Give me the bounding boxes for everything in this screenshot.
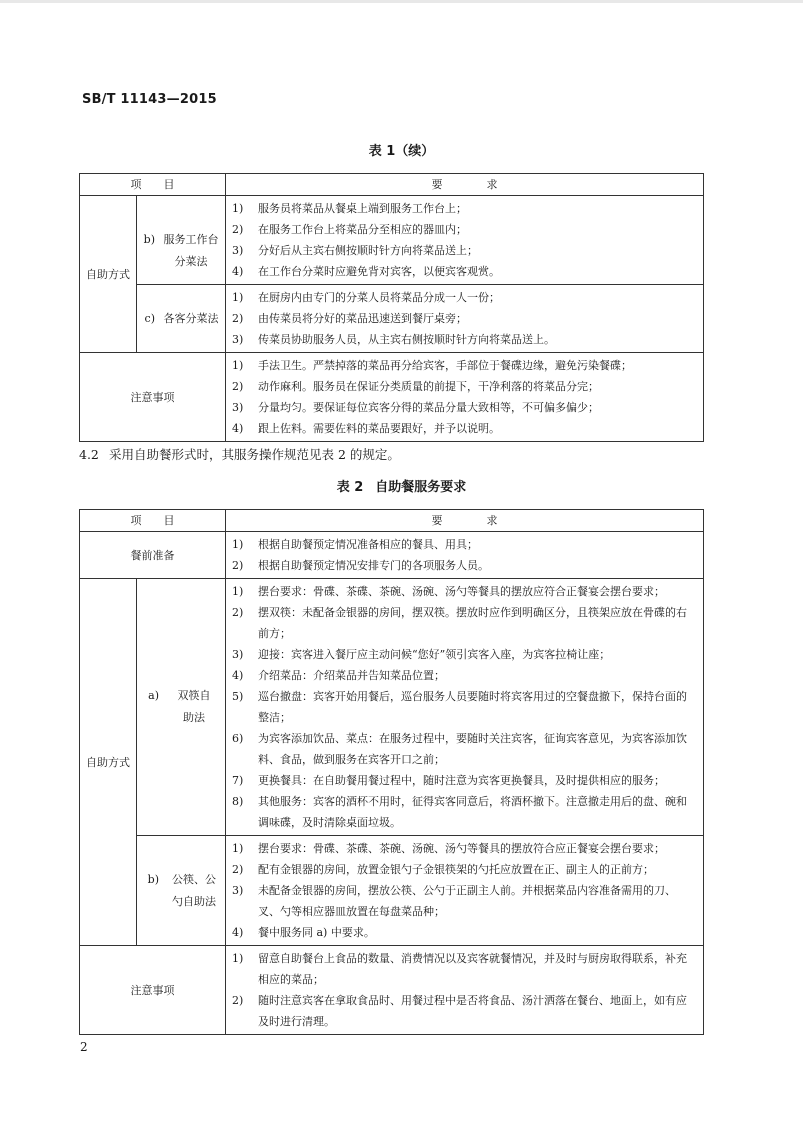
list-item bbox=[232, 948, 697, 990]
top-border bbox=[0, 0, 803, 3]
item-text: 摆台要求：骨碟、茶碟、茶碗、汤碗、汤勺等餐具的摆放符合应正餐宴会摆台要求； bbox=[258, 842, 665, 855]
item-number: 3) bbox=[232, 884, 244, 897]
notes-label: 注意事项 bbox=[80, 946, 226, 1035]
item-text: 由传菜员将分好的菜品迅速送到餐厅桌旁； bbox=[258, 312, 467, 325]
table2-caption-no: 表 2 bbox=[336, 480, 364, 495]
item-number: 3) bbox=[232, 401, 244, 414]
item-number: 4) bbox=[232, 265, 244, 278]
list-item bbox=[232, 329, 697, 350]
item-text: 分好后从主宾右侧按顺时针方向将菜品送上； bbox=[258, 244, 478, 257]
item-number: 3) bbox=[232, 244, 244, 257]
table2-caption bbox=[0, 476, 803, 495]
item-text: 其他服务：宾客的酒杯不用时，征得宾客同意后，将酒杯撤下。注意撤走用后的盘、碗和调味碟，及时清除桌面垃圾。 bbox=[258, 795, 687, 829]
item-number: 4) bbox=[232, 926, 244, 939]
table2-caption-title: 自助餐服务要求 bbox=[375, 480, 467, 495]
table2-header-row bbox=[80, 510, 704, 532]
list-item bbox=[232, 355, 697, 376]
item-number: 1) bbox=[232, 842, 244, 855]
list-item bbox=[232, 219, 697, 240]
item-text: 摆双筷：未配备金银器的房间，摆双筷。摆放时应作到明确区分，且筷架应放在骨碟的右前方； bbox=[258, 606, 687, 640]
list-item bbox=[232, 308, 697, 329]
self-service-label: 自助方式 bbox=[80, 579, 137, 946]
list-item bbox=[232, 859, 697, 880]
list-item bbox=[232, 644, 697, 665]
table-row bbox=[80, 196, 704, 285]
item-number: 1) bbox=[232, 538, 244, 551]
item-text: 随时注意宾客在拿取食品时、用餐过程中是否将食品、汤汁洒落在餐台、地面上，如有应及时进行清理。 bbox=[258, 994, 687, 1028]
item-text: 留意自助餐台上食品的数量、消费情况以及宾客就餐情况，并及时与厨房取得联系，补充相应的菜品； bbox=[258, 952, 687, 986]
list-item bbox=[232, 728, 697, 770]
sub-b-cell bbox=[137, 836, 226, 946]
item-text: 手法卫生。严禁掉落的菜品再分给宾客，手部位于餐碟边缘，避免污染餐碟； bbox=[258, 359, 632, 372]
list-item bbox=[232, 838, 697, 859]
item-text: 未配备金银器的房间，摆放公筷、公勺于正副主人前。并根据菜品内容准备需用的刀、叉、勺等相应器皿放置在每盘菜品种； bbox=[258, 884, 676, 918]
sub-a-name: 双筷自助法 bbox=[177, 689, 211, 724]
item-number: 8) bbox=[232, 795, 244, 808]
item-text: 动作麻利。服务员在保证分类质量的前提下，干净利落的将菜品分完； bbox=[258, 380, 599, 393]
item-text: 在厨房内由专门的分菜人员将菜品分成一人一份； bbox=[258, 291, 500, 304]
col-item-header: 项 目 bbox=[80, 510, 226, 532]
sub-a-requirements bbox=[226, 579, 704, 836]
item-number: 2) bbox=[232, 994, 244, 1007]
item-text: 迎接：宾客进入餐厅应主动问候“您好”领引宾客入座，为宾客拉椅让座； bbox=[258, 648, 611, 661]
item-text: 巡台撤盘：宾客开始用餐后，巡台服务人员要随时将宾客用过的空餐盘撤下，保持台面的整洁； bbox=[258, 690, 687, 724]
item-number: 2) bbox=[232, 312, 244, 325]
item-text: 在服务工作台上将菜品分至相应的器皿内； bbox=[258, 223, 467, 236]
item-text: 餐中服务同 a) 中要求。 bbox=[258, 926, 375, 939]
table-row bbox=[80, 579, 704, 836]
item-number: 4) bbox=[232, 422, 244, 435]
sub-b-mark: b) bbox=[147, 872, 159, 886]
table-row bbox=[80, 946, 704, 1035]
list-item bbox=[232, 418, 697, 439]
sub-b-cell bbox=[137, 196, 226, 285]
list-item bbox=[232, 770, 697, 791]
list-item bbox=[232, 376, 697, 397]
item-number: 2) bbox=[232, 223, 244, 236]
list-item bbox=[232, 555, 697, 576]
sub-a-cell bbox=[137, 579, 226, 836]
paragraph-text: 采用自助餐形式时，其服务操作规范见表 2 的规定。 bbox=[108, 447, 400, 462]
table-row bbox=[80, 532, 704, 579]
list-item bbox=[232, 240, 697, 261]
item-text: 介绍菜品：介绍菜品并告知菜品位置； bbox=[258, 669, 445, 682]
paragraph-number: 4.2 bbox=[79, 447, 99, 462]
item-text: 在工作台分菜时应避免背对宾客，以便宾客观赏。 bbox=[258, 265, 500, 278]
item-text: 服务员将菜品从餐桌上端到服务工作台上； bbox=[258, 202, 467, 215]
table2 bbox=[79, 509, 704, 1035]
table1-caption: 表 1（续） bbox=[368, 144, 435, 159]
item-number: 2) bbox=[232, 863, 244, 876]
list-item bbox=[232, 922, 697, 943]
sub-a-mark: a) bbox=[148, 689, 159, 702]
sub-c-cell bbox=[137, 285, 226, 353]
item-number: 2) bbox=[232, 380, 244, 393]
paragraph-4-2 bbox=[79, 445, 400, 463]
col-req-header: 要 求 bbox=[226, 510, 704, 532]
item-text: 跟上佐料。需要佐料的菜品要跟好，并予以说明。 bbox=[258, 422, 500, 435]
sub-b-mark: b) bbox=[143, 233, 155, 246]
list-item bbox=[232, 791, 697, 833]
list-item bbox=[232, 287, 697, 308]
self-service-label: 自助方式 bbox=[80, 196, 137, 353]
page-number: 2 bbox=[80, 1040, 88, 1054]
notes-requirements bbox=[226, 353, 704, 442]
col-item-header: 项 目 bbox=[80, 174, 226, 196]
list-item bbox=[232, 686, 697, 728]
table-row bbox=[80, 285, 704, 353]
item-text: 更换餐具：在自助餐用餐过程中，随时注意为宾客更换餐具，及时提供相应的服务； bbox=[258, 774, 665, 787]
table-row bbox=[80, 353, 704, 442]
item-number: 6) bbox=[232, 732, 244, 745]
pre-meal-requirements bbox=[226, 532, 704, 579]
item-number: 3) bbox=[232, 333, 244, 346]
item-number: 4) bbox=[232, 669, 244, 682]
list-item bbox=[232, 397, 697, 418]
list-item bbox=[232, 665, 697, 686]
item-text: 根据自助餐预定情况安排专门的各项服务人员。 bbox=[258, 559, 489, 572]
sub-b-name: 公筷、公勺自助法 bbox=[172, 872, 216, 908]
list-item bbox=[232, 534, 697, 555]
item-number: 5) bbox=[232, 690, 244, 703]
item-number: 1) bbox=[232, 202, 244, 215]
item-text: 配有金银器的房间，放置金银勺子金银筷架的勺托应放置在正、副主人的正前方； bbox=[258, 863, 654, 876]
sub-b-requirements bbox=[226, 196, 704, 285]
item-text: 分量均匀。要保证每位宾客分得的菜品分量大致相等，不可偏多偏少； bbox=[258, 401, 599, 414]
item-number: 1) bbox=[232, 952, 244, 965]
item-text: 摆台要求：骨碟、茶碟、茶碗、汤碗、汤勺等餐具的摆放应符合正餐宴会摆台要求； bbox=[258, 585, 665, 598]
list-item bbox=[232, 880, 697, 922]
sub-c-requirements bbox=[226, 285, 704, 353]
sub-c-name: 各客分菜法 bbox=[163, 312, 219, 325]
col-req-header: 要 求 bbox=[226, 174, 704, 196]
standard-code: SB/T 11143—2015 bbox=[82, 92, 217, 107]
item-number: 2) bbox=[232, 559, 244, 572]
notes-label: 注意事项 bbox=[80, 353, 226, 442]
list-item bbox=[232, 261, 697, 282]
item-text: 根据自助餐预定情况准备相应的餐具、用具； bbox=[258, 538, 478, 551]
table-row bbox=[80, 836, 704, 946]
sub-c-mark: c) bbox=[144, 312, 155, 325]
item-number: 1) bbox=[232, 585, 244, 598]
item-number: 7) bbox=[232, 774, 244, 787]
sub-b-requirements bbox=[226, 836, 704, 946]
sub-b-name: 服务工作台分菜法 bbox=[163, 233, 219, 268]
list-item bbox=[232, 602, 697, 644]
notes-requirements bbox=[226, 946, 704, 1035]
item-text: 传菜员协助服务人员，从主宾右侧按顺时针方向将菜品送上。 bbox=[258, 333, 555, 346]
item-number: 1) bbox=[232, 359, 244, 372]
item-number: 1) bbox=[232, 291, 244, 304]
list-item bbox=[232, 581, 697, 602]
table1 bbox=[79, 173, 704, 442]
list-item bbox=[232, 990, 697, 1032]
table1-header-row bbox=[80, 174, 704, 196]
item-number: 3) bbox=[232, 648, 244, 661]
list-item bbox=[232, 198, 697, 219]
pre-meal-label: 餐前准备 bbox=[80, 532, 226, 579]
item-text: 为宾客添加饮品、菜点：在服务过程中，要随时关注宾客，征询宾客意见，为宾客添加饮料、食品，做到服务在宾客开口之前； bbox=[258, 732, 687, 766]
item-number: 2) bbox=[232, 606, 244, 619]
